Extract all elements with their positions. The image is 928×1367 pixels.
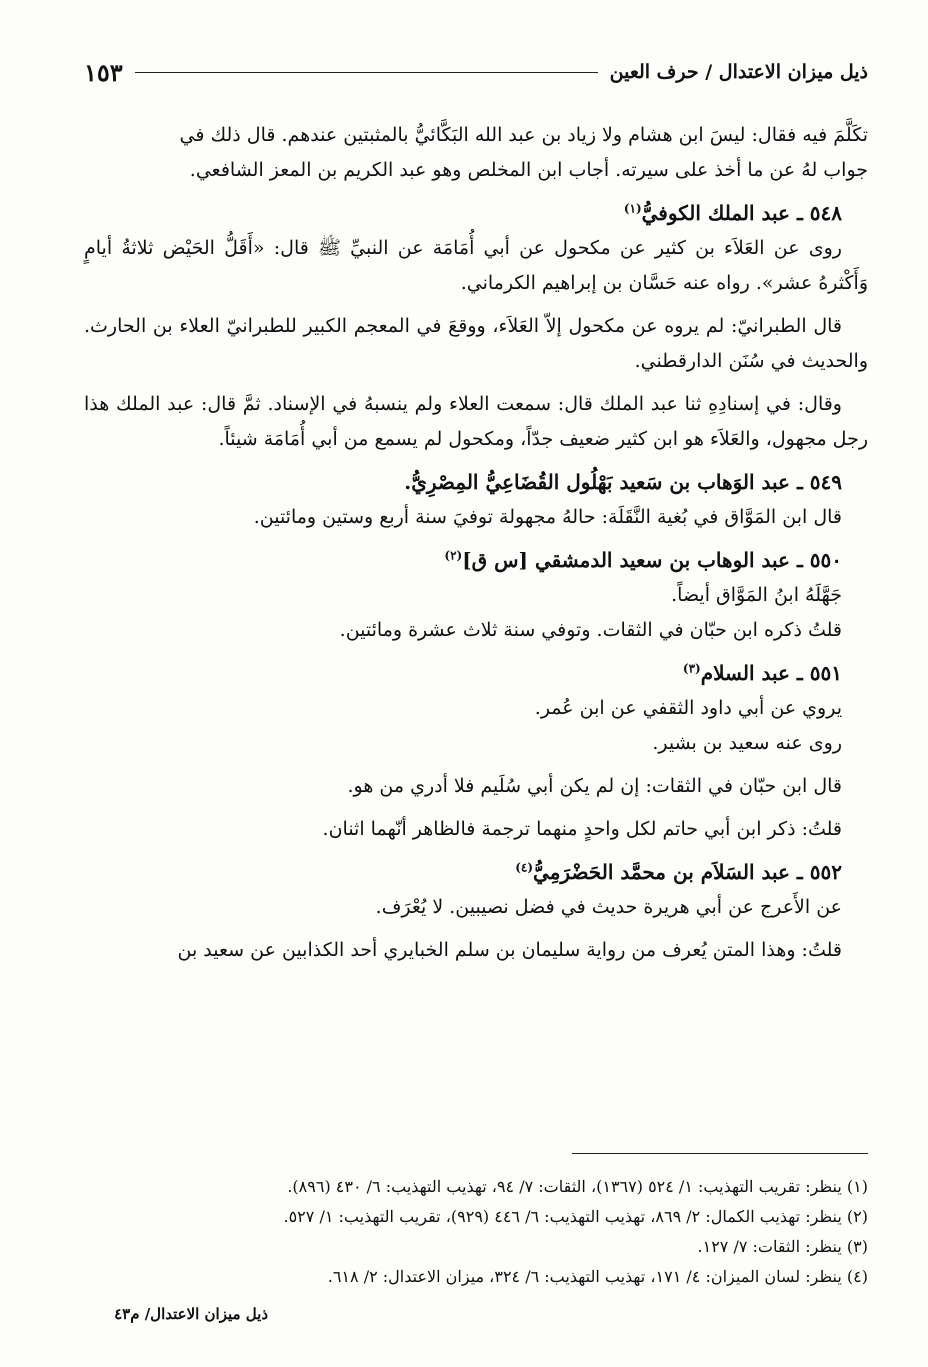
entry-title: ٥٥١ ـ عبد السلام [700,661,842,685]
entry-heading [84,656,868,691]
entry-title: ٥٤٨ ـ عبد الملك الكوفيُّ [641,201,842,225]
paragraph: جَهَّلَهُ ابنُ المَوَّاق أيضاً. [671,584,842,606]
paragraph: عن الأَعرج عن أبي هريرة حديث في فضل نصيبين. لا يُعْرَف. [375,896,842,918]
footnote: (٤) ينظر: لسان الميزان: ٤/ ١٧١، تهذيب التهذيب: ٦/ ٣٢٤، ميزان الاعتدال: ٢/ ٦١٨. [327,1267,868,1286]
entry-title: ٥٥٠ ـ عبد الوهاب بن سعيد الدمشقي [س ق] [462,548,842,572]
paragraph: تكَلَّمَ فيه فقال: ليسَ ابن هشام ولا زياد بن عبد الله البَكَّائيُّ بالمثبتين عندهم. قال ذلك في [179,124,868,146]
paragraph: قلتُ: ذكر ابن أبي حاتم لكل واحدٍ منهما ترجمة فالظاهر أنّهما اثنان. [322,818,842,840]
paragraph: قال الطبرانيّ: لم يروه عن مكحول إلاّ العَلاَء، ووقعَ في المعجم الكبير للطبرانيّ العلاء بن الحارث. والحديث في سُنَن الدارقطني. [84,315,868,372]
paragraph: روى عنه سعيد بن بشير. [652,732,842,754]
footnote: (٣) ينظر: الثقات: ٧/ ١٢٧. [697,1237,868,1256]
entry-heading [84,196,868,231]
footnote-divider [572,1153,868,1154]
paragraph: قال ابن المَوَّاق في بُغية النَّقَلَة: حالهُ مجهولة توفيَ سنة أربع وستين ومائتين. [253,506,842,528]
printer-signature: ذيل ميزان الاعتدال/ م٤٣ [114,1305,268,1323]
entry-heading [84,465,868,500]
entry-title: ٥٤٩ ـ عبد الوَهاب بن سَعيد بَهْلُول القُضَاعِيُّ المِصْرِيُّ. [404,470,842,494]
paragraph: وقال: في إسنادِهِ ثنا عبد الملك قال: سمعت العلاء ولم ينسبهُ في الإسناد. ثمَّ قال: عبد الملك هذا رجل مجهول، والعَلاَء هو ابن كثير ضعيف جدّاً، ومكحول لم يسمع من أبي أُمَامَة شيئاً. [84,393,868,450]
footnotes [84,1172,868,1292]
header-rule [135,72,598,73]
entry-title: ٥٥٢ ـ عبد السَلاَم بن محمَّد الحَضْرَمِيُّ [533,860,842,884]
page-number: ١٥٣ [84,57,123,87]
footnote-ref: (٣) [682,661,701,676]
footnote: (١) ينظر: تقريب التهذيب: ١/ ٥٢٤ (١٣٦٧)، الثقات: ٧/ ٩٤، تهذيب التهذيب: ٦/ ٤٣٠ (٨٩٦). [287,1177,868,1196]
footnote-ref: (١) [623,201,642,216]
main-text [84,118,868,968]
paragraph: قال ابن حبّان في الثقات: إن لم يكن أبي سُلَيم فلا أدري من هو. [347,775,842,797]
paragraph: روى عن العَلاَء بن كثير عن مكحول عن أبي أُمَامَة عن النبيِّ ﷺ قال: «أَقَلُّ الحَيْض ثلاثةُ أيامٍ وَأَكْثرهُ عشر». رواه عنه حَسَّان بن إبراهيم الكرماني. [84,237,868,294]
entry-heading [84,855,868,890]
paragraph: يروي عن أبي داود الثقفي عن ابن عُمر. [534,697,842,719]
paragraph: قلتُ ذكره ابن حبّان في الثقات. وتوفي سنة ثلاث عشرة ومائتين. [339,619,842,641]
running-title: ذيل ميزان الاعتدال / حرف العين [609,61,868,83]
paragraph: قلتُ: وهذا المتن يُعرف من رواية سليمان بن سلم الخبايري أحد الكذابين عن سعيد بن [177,939,842,961]
paragraph: جواب لهُ عن ما أخذ على سيرته. أجاب ابن المخلص وهو عبد الكريم بن المعز الشافعي. [189,159,868,181]
page-header [84,54,868,90]
footnote-ref: (٢) [444,548,463,563]
entry-heading [84,543,868,578]
footnote: (٢) ينظر: تهذيب الكمال: ٢/ ٨٦٩، تهذيب التهذيب: ٦/ ٤٤٦ (٩٢٩)، تقريب التهذيب: ١/ ٥٢٧. [283,1207,868,1226]
footnote-ref: (٤) [515,860,534,875]
